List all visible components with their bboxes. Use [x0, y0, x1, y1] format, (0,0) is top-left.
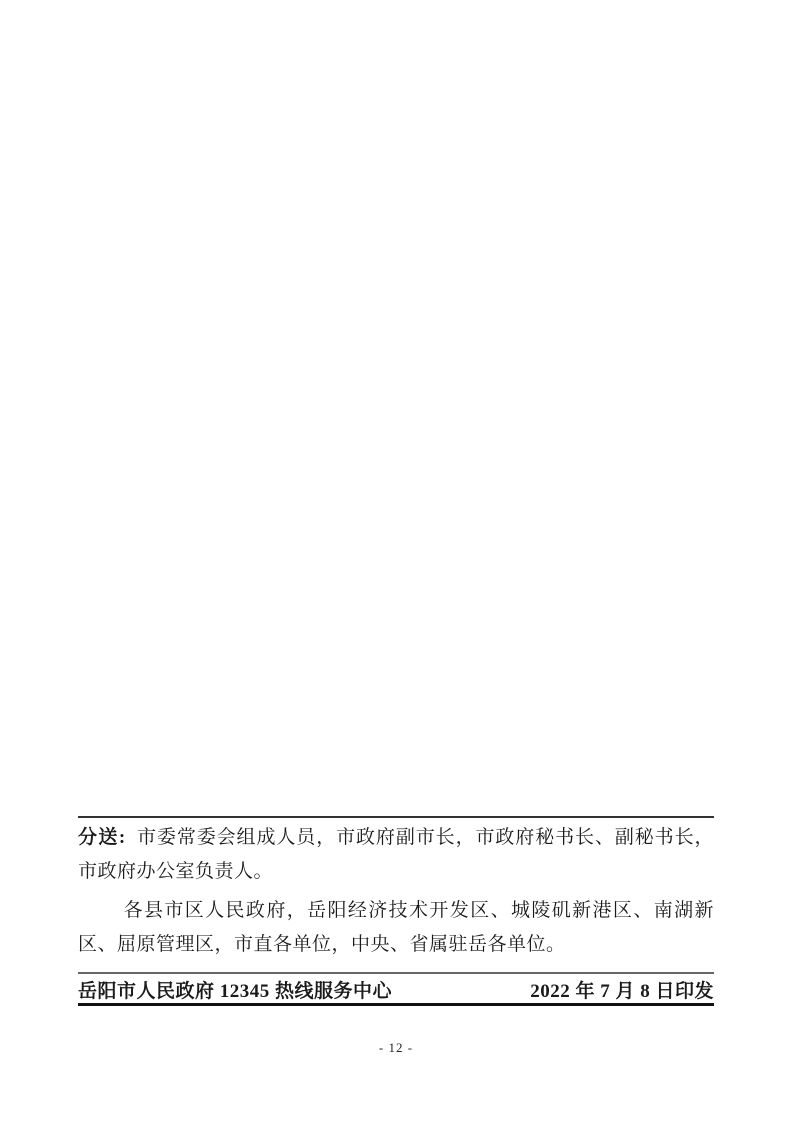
distribution-label: 分送:	[78, 827, 127, 848]
distribution-paragraph-1	[78, 821, 714, 889]
distribution-paragraph-1-text: 市委常委会组成人员，市政府副市长，市政府秘书长、副秘书长，市政府办公室负责人。	[78, 827, 714, 882]
separator-line-top	[78, 816, 714, 818]
separator-line-bottom	[78, 1003, 714, 1006]
footer-issuer: 岳阳市人民政府 12345 热线服务中心	[78, 981, 393, 1002]
distribution-section	[78, 821, 714, 962]
colophon-row	[78, 976, 714, 1003]
distribution-paragraph-2: 各县市区人民政府，岳阳经济技术开发区、城陵矶新港区、南湖新区、屈原管理区，市直各单位，中央、省属驻岳各单位。	[78, 900, 714, 955]
separator-line-middle	[78, 972, 714, 974]
page-number: - 12 -	[378, 1040, 414, 1055]
footer-print-date: 2022 年 7 月 8 日印发	[530, 981, 714, 1002]
